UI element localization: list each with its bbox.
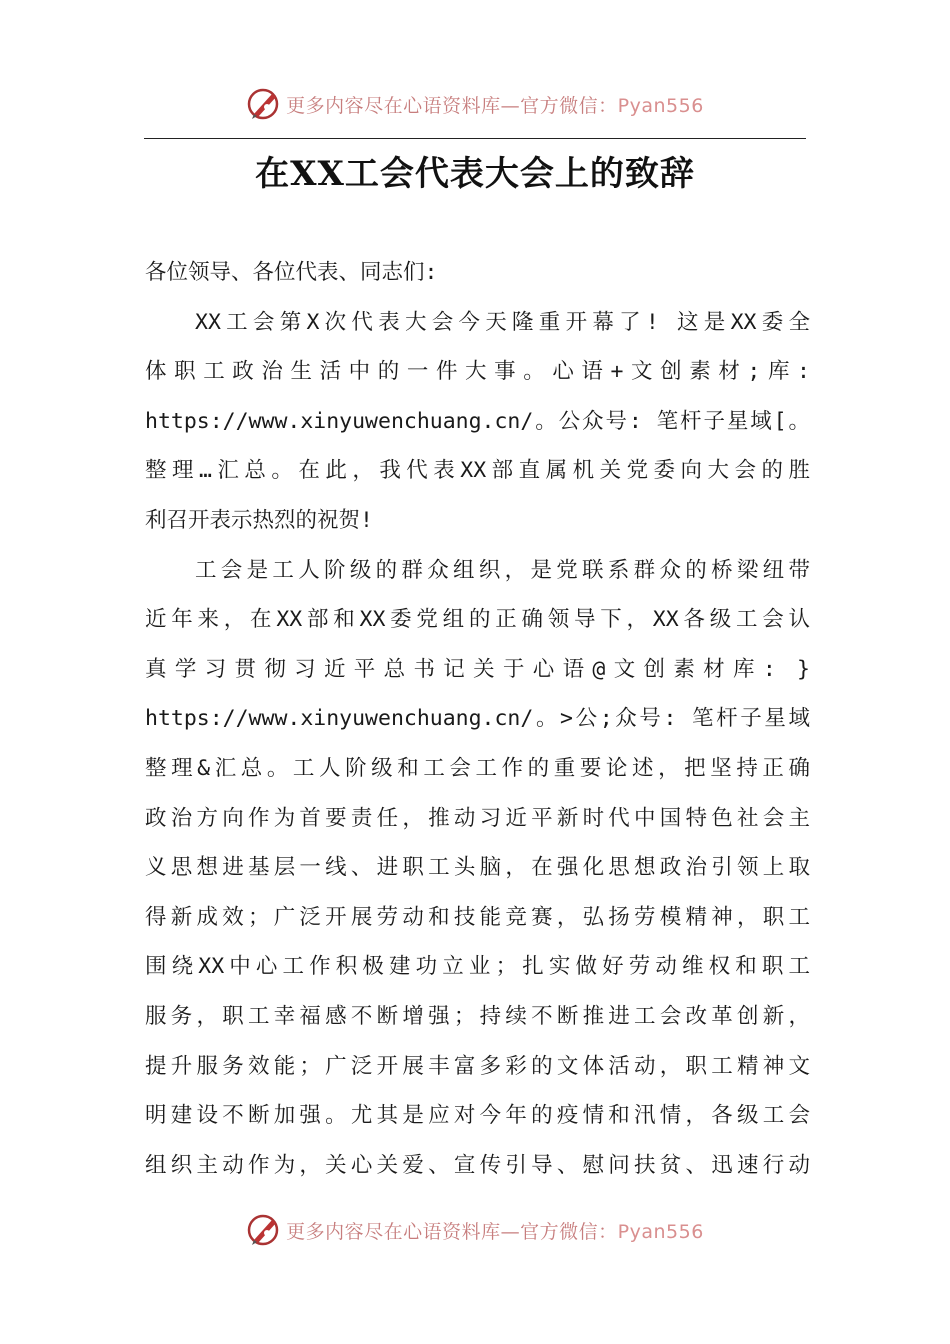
watermark-text: 更多内容尽在心语资料库—官方微信：Pyan556 [286,94,704,117]
paragraph-line: 整理&汇总。工人阶级和工会工作的重要论述，把坚持正确 [145,755,810,781]
header-watermark [0,84,950,124]
watermark-text: 更多内容尽在心语资料库—官方微信：Pyan556 [286,1220,704,1243]
paragraph-line: 利召开表示热烈的祝贺! [145,507,373,533]
footer-watermark [0,1210,950,1250]
paragraph-line: https://www.xinyuwenchuang.cn/。>公;众号: 笔杆子星域 [145,706,810,732]
paragraph-line: 组织主动作为，关心关爱、宣传引导、慰问扶贫、迅速行动 [145,1152,810,1178]
paragraph-line: https://www.xinyuwenchuang.cn/。公众号: 笔杆子星域[。 [145,408,810,434]
paragraph-line: 政治方向作为首要责任，推动习近平新时代中国特色社会主 [145,805,810,831]
paragraph-line: 体职工政治生活中的一件大事。心语+文创素材;库: [145,359,810,385]
pen-circle-logo-icon [246,1212,282,1248]
page-title: 在XX工会代表大会上的致辞 [255,154,695,194]
paragraph-line: XX工会第X次代表大会今天隆重开幕了! 这是XX委全 [195,309,810,335]
pen-circle-logo-icon [246,86,282,122]
paragraph-line: 明建设不断加强。尤其是应对今年的疫情和汛情，各级工会 [145,1103,810,1129]
paragraph-line: 围绕XX中心工作积极建功立业；扎实做好劳动维权和职工 [145,954,810,980]
salutation-line: 各位领导、各位代表、同志们: [145,260,438,285]
document-body [145,248,810,1190]
paragraph-line: 提升服务效能；广泛开展丰富多彩的文体活动，职工精神文 [145,1053,810,1079]
paragraph-line: 义思想进基层一线、进职工头脑，在强化思想政治引领上取 [145,855,810,881]
paragraph-line: 真学习贯彻习近平总书记关于心语@文创素材库: } [145,656,810,682]
paragraph-line: 近年来，在XX部和XX委党组的正确领导下，XX各级工会认 [145,607,810,633]
paragraph-line: 工会是工人阶级的群众组织，是党联系群众的桥梁纽带 [195,557,810,583]
paragraph-line: 服务，职工幸福感不断增强；持续不断推进工会改革创新， [145,1003,810,1029]
title-divider [144,138,806,139]
paragraph-line: 得新成效；广泛开展劳动和技能竞赛，弘扬劳模精神，职工 [145,904,810,930]
paragraph-line: 整理…汇总。在此，我代表XX部直属机关党委向大会的胜 [145,458,810,484]
